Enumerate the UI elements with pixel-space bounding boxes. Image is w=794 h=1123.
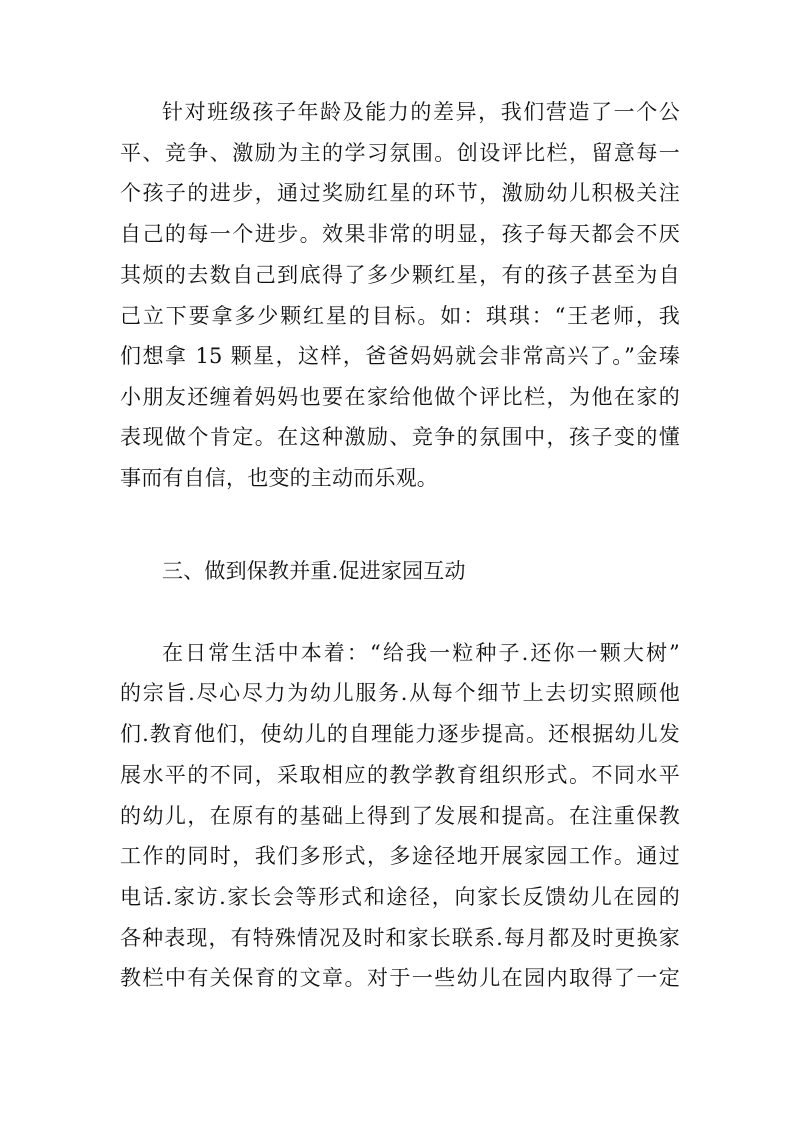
paragraph-line: 各种表现，有特殊情况及时和家长联系.每月都及时更换家 — [120, 926, 680, 950]
paragraph-line: 事而有自信，也变的主动而乐观。 — [120, 466, 438, 490]
paragraph-line: 工作的同时，我们多形式，多途径地开展家园工作。通过 — [120, 844, 680, 868]
paragraph-line: 们.教育他们，使幼儿的自理能力逐步提高。还根据幼儿发 — [120, 722, 680, 746]
paragraph-line: 平、竞争、激励为主的学习氛围。创设评比栏，留意每一 — [120, 141, 680, 165]
section-heading: 三、做到保教并重.促进家园互动 — [162, 559, 466, 583]
paragraph-line: 个孩子的进步，通过奖励红星的环节，激励幼儿积极关注 — [120, 181, 680, 205]
paragraph-line: 展水平的不同，采取相应的教学教育组织形式。不同水平 — [120, 763, 680, 787]
paragraph-line: 小朋友还缠着妈妈也要在家给他做个评比栏，为他在家的 — [120, 385, 680, 409]
paragraph-line: 电话.家访.家长会等形式和途径，向家长反馈幼儿在园的 — [120, 885, 680, 909]
paragraph-line: 的幼儿，在原有的基础上得到了发展和提高。在注重保教 — [120, 804, 680, 828]
paragraph-line: 表现做个肯定。在这种激励、竞争的氛围中，孩子变的懂 — [120, 425, 680, 449]
paragraph-line: 己立下要拿多少颗红星的目标。如：琪琪：“王老师，我 — [120, 304, 680, 328]
paragraph-line: 针对班级孩子年龄及能力的差异，我们营造了一个公 — [162, 100, 680, 124]
paragraph-line: 其烦的去数自己到底得了多少颗红星，有的孩子甚至为自 — [120, 263, 680, 287]
paragraph-line: 的宗旨.尽心尽力为幼儿服务.从每个细节上去切实照顾他 — [120, 681, 680, 705]
paragraph-line: 教栏中有关保育的文章。对于一些幼儿在园内取得了一定 — [120, 966, 680, 990]
paragraph-line: 自己的每一个进步。效果非常的明显，孩子每天都会不厌 — [120, 222, 680, 246]
paragraph-line: 们想拿 15 颗星，这样，爸爸妈妈就会非常高兴了。”金瑧 — [120, 344, 680, 368]
paragraph-line: 在日常生活中本着：“给我一粒种子.还你一颗大树” — [162, 641, 680, 665]
